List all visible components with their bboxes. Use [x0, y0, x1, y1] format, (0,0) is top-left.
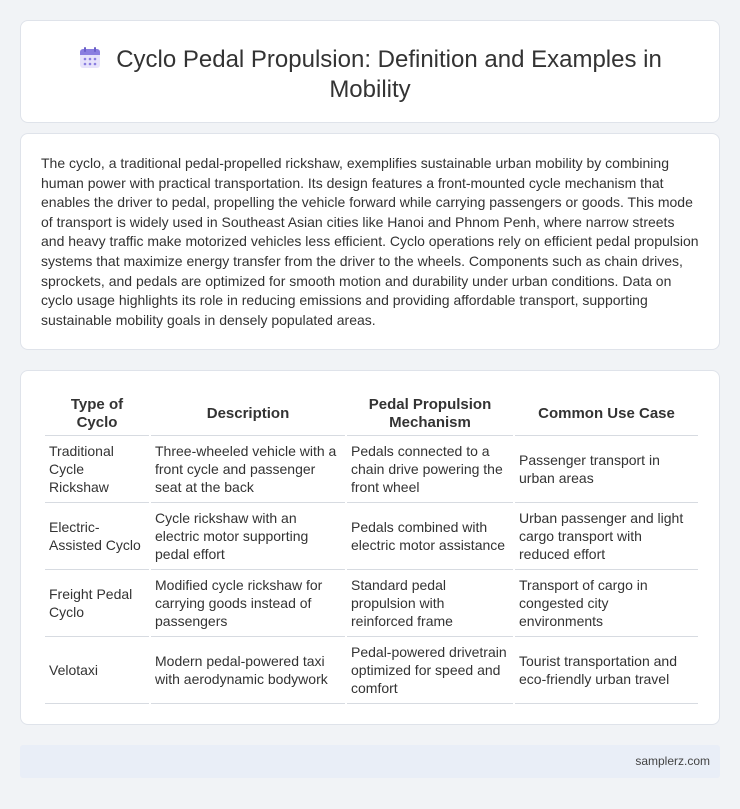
- table-cell: Pedals combined with electric motor assistance: [346, 503, 514, 570]
- intro-card: [20, 133, 720, 350]
- title-card: [20, 20, 720, 123]
- table-cell: Cycle rickshaw with an electric motor supporting pedal effort: [150, 503, 346, 570]
- table-cell: Tourist transportation and eco-friendly urban travel: [514, 637, 698, 704]
- table-row: [45, 637, 698, 704]
- intro-paragraph: The cyclo, a traditional pedal-propelled rickshaw, exemplifies sustainable urban mobility by combining human power with practical transportation. Its design features a front-mounted cycle mechanism that enables the driver to pedal, propelling the vehicle forward while carrying passengers or goods. This mode of transport is widely used in Southeast Asian cities like Hanoi and Phnom Penh, where narrow streets and heavy traffic make motorized vehicles less efficient. Cyclo operations rely on efficient pedal propulsion systems that maximize energy transfer from the driver to the wheels. Components such as chain drives, sprockets, and pedals are optimized for smooth motion and durability under urban conditions. Data on cyclo usage highlights its role in reducing emissions and providing affordable transport, supporting sustainable mobility goals in densely populated areas.: [41, 155, 699, 328]
- footer-bar: [20, 745, 720, 778]
- table-cell: Modern pedal-powered taxi with aerodynamic bodywork: [150, 637, 346, 704]
- table-cell: Traditional Cycle Rickshaw: [45, 436, 150, 503]
- table-cell: Velotaxi: [45, 637, 150, 704]
- table-cell: Freight Pedal Cyclo: [45, 570, 150, 637]
- page-title: Cyclo Pedal Propulsion: Definition and Examples in Mobility: [116, 46, 662, 103]
- column-header: Description: [150, 393, 346, 436]
- table-cell: Pedals connected to a chain drive powering the front wheel: [346, 436, 514, 503]
- table-cell: Pedal-powered drivetrain optimized for speed and comfort: [346, 637, 514, 704]
- column-header: Common Use Case: [514, 393, 698, 436]
- table-row: [45, 503, 698, 570]
- column-header: Pedal Propulsion Mechanism: [346, 393, 514, 436]
- table-cell: Transport of cargo in congested city environments: [514, 570, 698, 637]
- table-card: [20, 370, 720, 725]
- table-cell: Modified cycle rickshaw for carrying goods instead of passengers: [150, 570, 346, 637]
- table-cell: Standard pedal propulsion with reinforced frame: [346, 570, 514, 637]
- table-cell: Passenger transport in urban areas: [514, 436, 698, 503]
- calendar-icon: [78, 46, 102, 70]
- footer-site-link[interactable]: samplerz.com: [635, 754, 710, 768]
- table-row: [45, 436, 698, 503]
- page-title-wrap: [61, 45, 679, 105]
- table-cell: Three-wheeled vehicle with a front cycle and passenger seat at the back: [150, 436, 346, 503]
- table-cell: Electric-Assisted Cyclo: [45, 503, 150, 570]
- table-header-row: [45, 393, 698, 436]
- cyclo-types-table: [45, 393, 698, 704]
- table-cell: Urban passenger and light cargo transport with reduced effort: [514, 503, 698, 570]
- table-row: [45, 570, 698, 637]
- column-header: Type of Cyclo: [45, 393, 150, 436]
